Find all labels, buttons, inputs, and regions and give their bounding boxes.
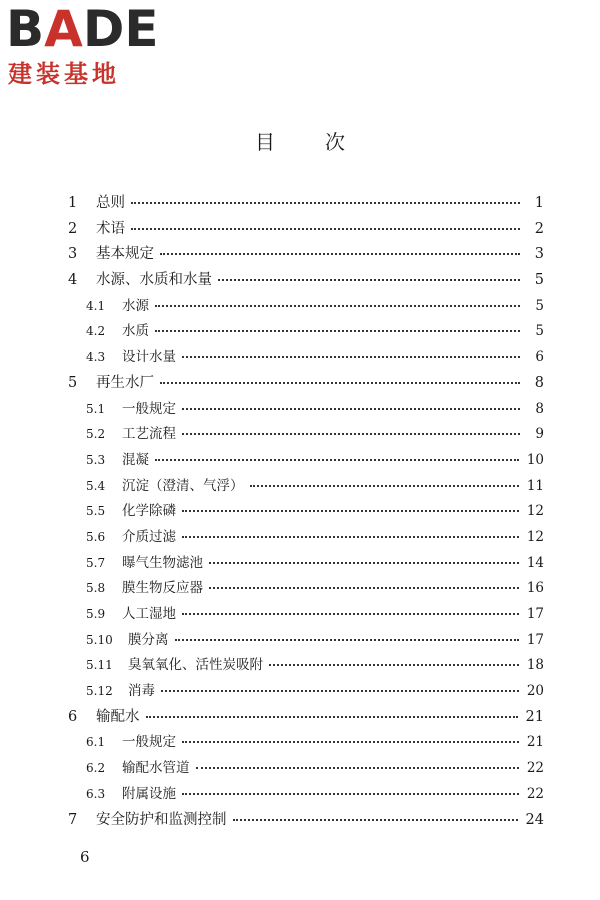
page-number: 6 [80, 848, 90, 866]
toc-entry-number: 7 [68, 811, 78, 828]
toc-entry[interactable] [68, 294, 544, 320]
toc-entry-title: 臭氧氧化、活性炭吸附 [128, 657, 263, 674]
toc-entry-title: 设计水量 [122, 349, 176, 366]
toc-entry[interactable] [68, 242, 544, 268]
toc-entry-page: 8 [534, 374, 544, 391]
toc-entry-page: 11 [526, 477, 544, 494]
toc-entry-title: 消毒 [128, 683, 155, 700]
toc-entry-page: 5 [534, 272, 544, 289]
toc-entry-title: 总则 [96, 195, 125, 211]
toc-entry-page: 21 [525, 708, 544, 725]
toc-leader-dots [182, 536, 519, 538]
toc-entry-number: 1 [68, 195, 78, 211]
toc-entry-title: 一般规定 [122, 734, 176, 751]
toc-entry-number: 5.1 [86, 401, 106, 416]
toc-entry-number: 5.3 [86, 452, 106, 467]
toc-leader-dots [209, 562, 519, 564]
toc-leader-dots [155, 459, 519, 461]
toc-entry-number: 6.3 [86, 786, 106, 801]
toc-entry-number: 4.2 [86, 324, 106, 339]
toc-entry-title: 安全防护和监测控制 [96, 811, 227, 828]
toc-entry[interactable] [68, 705, 544, 731]
toc-entry[interactable] [68, 730, 544, 756]
toc-leader-dots [196, 767, 519, 769]
toc-entry-title: 膜生物反应器 [122, 580, 203, 597]
toc-entry-number: 5.6 [86, 529, 106, 544]
toc-entry-title: 水源 [122, 297, 149, 314]
toc-entry[interactable] [68, 448, 544, 474]
toc-leader-dots [160, 253, 520, 255]
toc-entry-title: 化学除磷 [122, 503, 176, 520]
toc-entry-number: 6.1 [86, 735, 106, 750]
toc-entry-page: 22 [526, 785, 544, 802]
toc-leader-dots [233, 819, 518, 821]
toc-entry-title: 曝气生物滤池 [122, 554, 203, 571]
toc-entry[interactable] [68, 268, 544, 294]
toc-leader-dots [161, 690, 519, 692]
toc-leader-dots [182, 793, 519, 795]
toc-entry-title: 术语 [96, 220, 125, 237]
toc-entry-title: 膜分离 [128, 631, 169, 648]
brand-logo [6, 0, 176, 94]
toc-leader-dots [182, 356, 520, 358]
toc-entry-page: 24 [525, 811, 544, 828]
toc-entry-title: 介质过滤 [122, 528, 176, 545]
toc-entry-number: 5.4 [86, 478, 106, 493]
toc-entry-page: 3 [534, 246, 544, 263]
toc-entry[interactable] [68, 474, 544, 500]
toc-entry-page: 17 [526, 631, 544, 648]
toc-entry-page: 10 [526, 451, 544, 468]
toc-leader-dots [182, 613, 519, 615]
toc-entry-title: 水源、水质和水量 [96, 272, 212, 289]
toc-entry-page: 12 [526, 528, 544, 545]
logo-letters-end: DE [82, 0, 159, 58]
toc-entry-page: 2 [534, 220, 544, 237]
toc-entry[interactable] [68, 371, 544, 397]
toc-entry-number: 5.5 [86, 504, 106, 519]
toc-entry[interactable] [68, 679, 544, 705]
toc-entry[interactable] [68, 422, 544, 448]
toc-entry-number: 2 [68, 220, 78, 237]
toc-entry-page: 20 [526, 683, 544, 700]
toc-leader-dots [175, 639, 519, 641]
toc-entry-number: 5.11 [86, 658, 113, 673]
toc-entry-page: 18 [526, 657, 544, 674]
toc-leader-dots [131, 202, 520, 204]
toc-leader-dots [182, 741, 519, 743]
logo-subtitle: 建装基地 [8, 60, 120, 88]
toc-entry-number: 3 [68, 246, 78, 263]
toc-entry[interactable] [68, 217, 544, 243]
toc-entry-number: 4 [68, 272, 78, 289]
toc-entry[interactable] [68, 653, 544, 679]
toc-entry-number: 5.7 [86, 555, 106, 570]
toc-entry-title: 基本规定 [96, 246, 154, 263]
toc-entry-page: 17 [526, 606, 544, 622]
toc-entry-page: 6 [535, 349, 544, 366]
logo-letter-accent: A [44, 0, 83, 58]
toc-entry-number: 6.2 [86, 761, 106, 776]
toc-entry-number: 5 [68, 374, 78, 391]
toc-entry[interactable] [68, 756, 544, 782]
table-of-contents [68, 191, 544, 833]
toc-entry[interactable] [68, 576, 544, 602]
toc-leader-dots [269, 664, 519, 666]
toc-entry[interactable] [68, 345, 544, 371]
logo-letters-start: B [6, 0, 45, 58]
toc-entry-number: 6 [68, 708, 78, 725]
toc-entry-page: 21 [526, 734, 544, 751]
toc-entry-number: 5.9 [86, 607, 106, 621]
toc-entry-title: 工艺流程 [122, 426, 176, 443]
toc-leader-dots [182, 408, 520, 410]
toc-leader-dots [155, 305, 520, 307]
toc-leader-dots [182, 510, 519, 512]
logo-wordmark [6, 0, 159, 58]
toc-entry-page: 5 [535, 323, 544, 340]
toc-leader-dots [209, 587, 519, 589]
toc-leader-dots [131, 228, 520, 230]
toc-entry-title: 沉淀（澄清、气浮） [122, 477, 244, 494]
toc-entry-page: 8 [535, 400, 544, 417]
toc-entry[interactable] [68, 525, 544, 551]
toc-entry-number: 5.8 [86, 581, 106, 596]
toc-leader-dots [182, 433, 520, 435]
toc-entry[interactable] [68, 628, 544, 654]
toc-entry-title: 一般规定 [122, 400, 176, 417]
toc-entry-page: 5 [535, 297, 544, 314]
page-title: 目次 [255, 130, 395, 154]
toc-entry-page: 1 [534, 195, 544, 211]
toc-entry-title: 输配水管道 [122, 760, 190, 777]
toc-entry-page: 12 [526, 503, 544, 520]
toc-entry-title: 水质 [122, 323, 149, 340]
toc-entry-page: 16 [526, 580, 544, 597]
toc-entry-page: 9 [535, 426, 544, 443]
toc-entry[interactable] [68, 499, 544, 525]
toc-leader-dots [218, 279, 520, 281]
toc-entry-title: 混凝 [122, 451, 149, 468]
toc-entry[interactable] [68, 191, 544, 217]
toc-entry[interactable] [68, 551, 544, 577]
toc-entry[interactable] [68, 808, 544, 834]
toc-entry-title: 输配水 [96, 708, 140, 725]
toc-leader-dots [250, 485, 519, 487]
toc-entry[interactable] [68, 602, 544, 628]
toc-entry-number: 4.1 [86, 298, 106, 313]
toc-leader-dots [146, 716, 518, 718]
toc-entry-title: 再生水厂 [96, 374, 154, 391]
toc-entry-title: 人工湿地 [122, 606, 176, 622]
toc-leader-dots [160, 382, 520, 384]
toc-entry-number: 5.12 [86, 684, 113, 699]
toc-leader-dots [155, 330, 520, 332]
toc-entry-title: 附属设施 [122, 785, 176, 802]
toc-entry-number: 4.3 [86, 350, 106, 365]
toc-entry-page: 14 [526, 554, 544, 571]
toc-entry[interactable] [68, 397, 544, 423]
toc-entry[interactable] [68, 782, 544, 808]
toc-entry-number: 5.2 [86, 427, 106, 442]
toc-entry-number: 5.10 [86, 632, 113, 647]
toc-entry-page: 22 [526, 760, 544, 777]
toc-entry[interactable] [68, 319, 544, 345]
